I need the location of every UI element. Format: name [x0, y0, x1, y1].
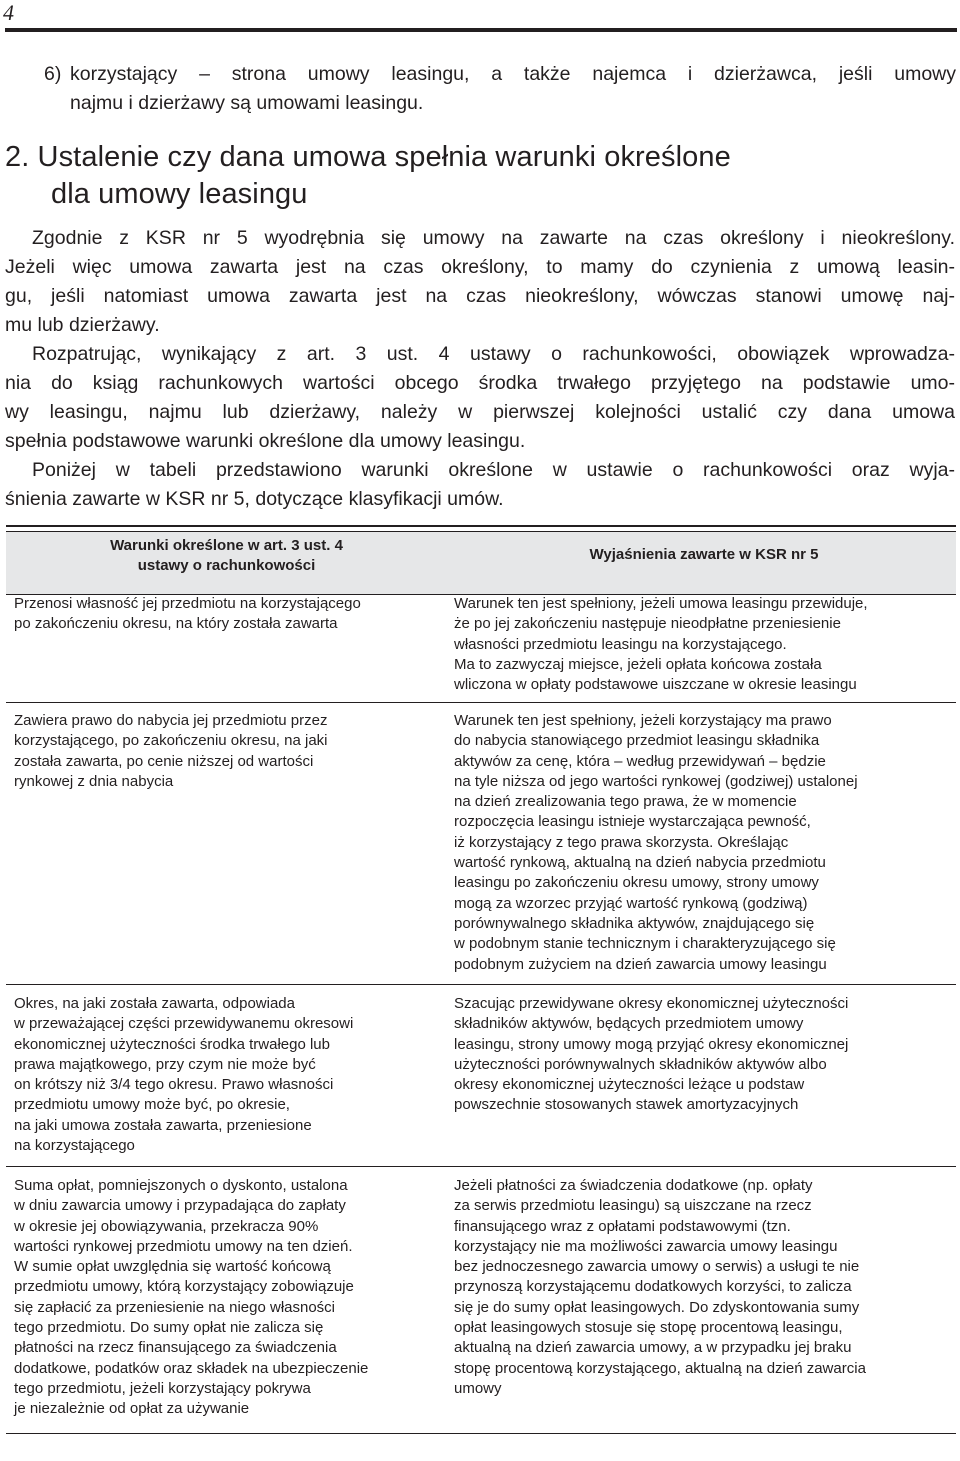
list-line-1: korzystający – strona umowy leasingu, a także najemca i dzierżawca, jeśli umowy	[70, 63, 956, 85]
paragraph-2-line: wy leasingu, najmu lub dzierżawy, należy w pierwszej kolejności ustalić czy dana umowa	[5, 401, 955, 423]
paragraph-1-line: gu, jeśli natomiast umowa zawarta jest na czas nieokreślony, wówczas stanowi umowę naj-	[5, 285, 955, 307]
row-separator	[6, 984, 956, 985]
row-3-condition: Okres, na jaki została zawarta, odpowiada w przeważającej części przewidywanemu okresowi ekonomicznej użyteczności środka trwałego lub prawa majątkowego, przy czym nie może być on krótszy niż 3/4 tego okresu. Prawo własności przedmiotu umowy może być, po okresie, na jaki umowa została zawarta, przeniesione na korzystającego	[14, 995, 354, 1155]
section-title-line-2: dla umowy leasingu	[51, 178, 308, 210]
paragraph-2-line: spełnia podstawowe warunki określone dla umowy leasingu.	[5, 430, 526, 452]
row-separator	[6, 1166, 956, 1167]
section-title	[5, 139, 731, 213]
row-4-condition: Suma opłat, pomniejszonych o dyskonto, ustalona w dniu zawarcia umowy i przypadająca do zapłaty w okresie jej obowiązywania, przekracza 90% wartości rynkowej przedmiotu umowy na ten dzień. W sumie opłat uwzględnia się wartość końcową przedmiotu umowy, którą korzystający zobowiązuje się zapłacić za przeniesienie na niego własności tego przedmiotu. Do sumy opłat nie zalicza się płatności na rzecz finansującego za świadczenia dodatkowe, podatków oraz składek na ubezpieczenie tego przedmiotu, jeżeli korzystający pokrywa je niezależnie od opłat za używanie	[14, 1177, 369, 1418]
table-bottom-rule	[6, 1433, 956, 1434]
header-rule	[5, 28, 957, 32]
paragraph-2-line: Rozpatrując, wynikający z art. 3 ust. 4 ustawy o rachunkowości, obowiązek wprowadza-	[32, 343, 955, 365]
header-left: Warunki określone w art. 3 ust. 4 ustawy o rachunkowości	[110, 537, 343, 574]
paragraph-3-line: śnienia zawarte w KSR nr 5, dotyczące klasyfikacji umów.	[5, 488, 504, 510]
list-line-2: najmu i dzierżawy są umowami leasingu.	[70, 92, 424, 114]
row-2-explanation: Warunek ten jest spełniony, jeżeli korzystający ma prawo do nabycia stanowiącego przedmiot leasingu składnika aktywów za cenę, która – według przewidywań – będzie na tyle niższa od jego wartości rynkowej (godziwej) ustalonej na dzień zrealizowania tego prawa, że w momencie rozpoczęcia leasingu istnieje wystarczająca pewność, iż korzystający z tego prawa skorzysta. Określając wartość rynkową, aktualną na dzień nabycia przedmiotu leasingu po zakończeniu okresu umowy, strony umowy mogą za wzorzec przyjąć wartość rynkową (godziwą) porównywalnego składnika aktywów, znajdującego się w podobnym stanie technicznym i charakteryzującego się podobnym zużyciem na dzień zawarcia umowy leasingu	[454, 712, 858, 973]
section-title-line-1: 2. Ustalenie czy dana umowa spełnia warunki określone	[5, 141, 731, 173]
row-1-explanation: Warunek ten jest spełniony, jeżeli umowa leasingu przewiduje, że po jej zakończeniu następuje nieodpłatne przeniesienie własności przedmiotu leasingu na korzystającego. Ma to zazwyczaj miejsce, jeżeli opłata końcowa została wliczona w opłaty podstawowe uiszczane w okresie leasingu	[454, 595, 868, 694]
paragraph-2-line: nia do ksiąg rachunkowych wartości obcego środka trwałego przyjętego na podstawie umo-	[5, 372, 955, 394]
body-text	[5, 224, 955, 514]
table-top-rule	[6, 525, 956, 527]
paragraph-1-line: mu lub dzierżawy.	[5, 314, 160, 336]
list-item-6	[44, 60, 956, 118]
row-1-condition: Przenosi własność jej przedmiotu na korzystającego po zakończeniu okresu, na który została zawarta	[14, 595, 361, 633]
page-number: 4	[3, 0, 14, 25]
header-right: Wyjaśnienia zawarte w KSR nr 5	[589, 546, 819, 563]
paragraph-1-line: Zgodnie z KSR nr 5 wyodrębnia się umowy na zawarte na czas określony i nieokreślony.	[32, 227, 955, 249]
paragraph-3-line: Poniżej w tabeli przedstawiono warunki określone w ustawie o rachunkowości oraz wyja-	[32, 459, 955, 481]
list-number: 6)	[44, 63, 62, 85]
table-header-top-rule	[6, 531, 956, 532]
row-3-explanation: Szacując przewidywane okresy ekonomicznej użyteczności składników aktywów, będących przedmiotem umowy leasingu, strony umowy mogą przyjąć okresy ekonomicznej użyteczności porównywalnych składników aktywów albo okresy ekonomicznej użyteczności leżące u podstaw powszechnie stosowanych stawek amortyzacyjnych	[454, 995, 849, 1114]
row-separator	[6, 702, 956, 703]
row-4-explanation: Jeżeli płatności za świadczenia dodatkowe (np. opłaty za serwis przedmiotu leasingu) są uiszczane na rzecz finansującego wraz z opłatami podstawowymi (tzn. korzystający nie ma możliwości zawarcia umowy leasingu bez jednoczesnego zawarcia umowy o serwis) a usługi te nie przynoszą korzystającemu dodatkowych korzyści, to zalicza się je do sumy opłat leasingowych. Do zdyskontowania sumy opłat leasingowych stosuje się stopę procentową leasingu, aktualną na dzień zawarcia umowy, a w przypadku jej braku stopę procentową korzystającego, aktualną na dzień zawarcia umowy	[454, 1177, 866, 1397]
row-2-condition: Zawiera prawo do nabycia jej przedmiotu przez korzystającego, po zakończeniu okresu, na jaki została zawarta, po cenie niższej od wartości rynkowej z dnia nabycia	[14, 712, 328, 790]
paragraph-1-line: Jeżeli więc umowa zawarta jest na czas określony, to mamy do czynienia z umową leasin-	[5, 256, 955, 278]
